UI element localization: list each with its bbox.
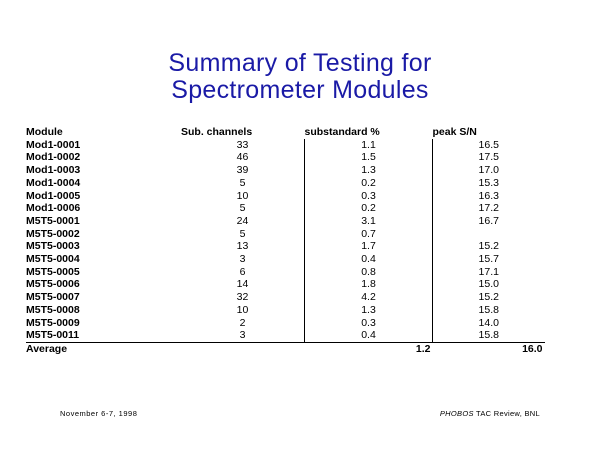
- cell-substandard: 0.3: [305, 317, 433, 330]
- cell-peak-sn: 16.3: [433, 190, 545, 203]
- cell-peak-sn: 15.2: [433, 240, 545, 253]
- title-line-1: Summary of Testing for: [168, 49, 432, 77]
- cell-sub-channels: 5: [239, 202, 246, 215]
- cell-sub-channels: 10: [236, 303, 249, 316]
- cell-sub-channels: 3: [239, 253, 246, 266]
- header-module: Module: [26, 126, 63, 138]
- cell-module: M5T5-0006: [26, 278, 80, 291]
- cell-substandard: 1.7: [305, 240, 433, 253]
- cell-sub-channels: 10: [236, 189, 249, 202]
- cell-substandard: 0.2: [305, 202, 433, 215]
- header-peak-sn: peak S/N: [432, 126, 477, 138]
- average-empty: [181, 342, 305, 355]
- cell-sub-channels: 5: [239, 227, 246, 240]
- cell-module: M5T5-0004: [26, 253, 80, 266]
- cell-sub-channels: 14: [236, 278, 249, 291]
- cell-peak-sn: 17.5: [433, 151, 545, 164]
- cell-substandard: 4.2: [305, 291, 433, 304]
- table-row: [26, 151, 545, 164]
- table-row: [26, 215, 545, 228]
- footer-venue: [440, 409, 540, 418]
- cell-peak-sn: 15.2: [433, 291, 545, 304]
- cell-peak-sn: 16.5: [433, 139, 545, 152]
- slide-title: [0, 50, 600, 104]
- cell-substandard: 1.3: [305, 304, 433, 317]
- table-row: [26, 291, 545, 304]
- cell-module: Mod1-0003: [26, 164, 81, 177]
- cell-substandard: 1.3: [305, 164, 433, 177]
- cell-peak-sn: 15.0: [433, 278, 545, 291]
- cell-peak-sn: [433, 228, 545, 241]
- average-substandard: 1.2: [305, 342, 433, 355]
- cell-sub-channels: 3: [239, 329, 246, 342]
- cell-substandard: 0.4: [305, 253, 433, 266]
- cell-sub-channels: 32: [236, 291, 249, 304]
- table-row: [26, 190, 545, 203]
- cell-module: M5T5-0008: [26, 303, 80, 316]
- cell-module: M5T5-0011: [26, 329, 80, 342]
- cell-substandard: 0.4: [305, 329, 433, 342]
- cell-substandard: 0.3: [305, 190, 433, 203]
- cell-substandard: 0.2: [305, 177, 433, 190]
- table-row: [26, 164, 545, 177]
- cell-sub-channels: 6: [239, 265, 246, 278]
- cell-module: Mod1-0001: [26, 138, 81, 151]
- footer-venue-italic: PHOBOS: [439, 409, 474, 418]
- cell-module: M5T5-0003: [26, 240, 80, 253]
- cell-module: Mod1-0005: [26, 189, 81, 202]
- footer-date: November 6-7, 1998: [60, 409, 138, 418]
- table-row: [26, 304, 545, 317]
- cell-module: M5T5-0002: [26, 227, 80, 240]
- cell-peak-sn: 14.0: [433, 317, 545, 330]
- cell-peak-sn: 15.7: [433, 253, 545, 266]
- table-row: [26, 266, 545, 279]
- title-line-2: Spectrometer Modules: [171, 76, 429, 104]
- average-label: Average: [26, 342, 181, 355]
- cell-peak-sn: 15.8: [433, 304, 545, 317]
- table-row: [26, 317, 545, 330]
- cell-module: Mod1-0004: [26, 176, 81, 189]
- header-substandard: substandard %: [304, 126, 380, 138]
- cell-substandard: 1.1: [305, 139, 433, 152]
- cell-sub-channels: 24: [236, 214, 249, 227]
- module-test-table: [26, 126, 545, 356]
- cell-peak-sn: 16.7: [433, 215, 545, 228]
- cell-module: Mod1-0002: [26, 151, 81, 164]
- cell-substandard: 0.8: [305, 266, 433, 279]
- cell-sub-channels: 2: [239, 316, 246, 329]
- cell-substandard: 1.5: [305, 151, 433, 164]
- cell-substandard: 1.8: [305, 278, 433, 291]
- table-body: [26, 139, 545, 356]
- cell-substandard: 0.7: [305, 228, 433, 241]
- average-row: [26, 342, 545, 355]
- cell-substandard: 3.1: [305, 215, 433, 228]
- cell-sub-channels: 39: [236, 164, 249, 177]
- table-row: [26, 228, 545, 241]
- cell-peak-sn: 17.2: [433, 202, 545, 215]
- average-peak-sn: 16.0: [433, 342, 545, 355]
- table-row: [26, 329, 545, 342]
- cell-module: M5T5-0009: [26, 316, 80, 329]
- cell-peak-sn: 15.8: [433, 329, 545, 342]
- cell-module: M5T5-0007: [26, 291, 80, 304]
- table-row: [26, 240, 545, 253]
- table-row: [26, 278, 545, 291]
- cell-peak-sn: 17.1: [433, 266, 545, 279]
- table-row: [26, 177, 545, 190]
- cell-sub-channels: 46: [236, 151, 249, 164]
- table-row: [26, 202, 545, 215]
- cell-peak-sn: 15.3: [433, 177, 545, 190]
- cell-module: M5T5-0001: [26, 214, 80, 227]
- cell-sub-channels: 33: [236, 138, 249, 151]
- table-row: [26, 139, 545, 152]
- cell-peak-sn: 17.0: [433, 164, 545, 177]
- cell-sub-channels: 13: [236, 240, 249, 253]
- cell-module: Mod1-0006: [26, 202, 81, 215]
- cell-sub-channels: 5: [239, 176, 246, 189]
- header-sub-channels: Sub. channels: [181, 126, 253, 138]
- table-row: [26, 253, 545, 266]
- cell-module: M5T5-0005: [26, 265, 80, 278]
- footer-venue-rest: TAC Review, BNL: [473, 409, 540, 418]
- table-header-row: [26, 126, 545, 139]
